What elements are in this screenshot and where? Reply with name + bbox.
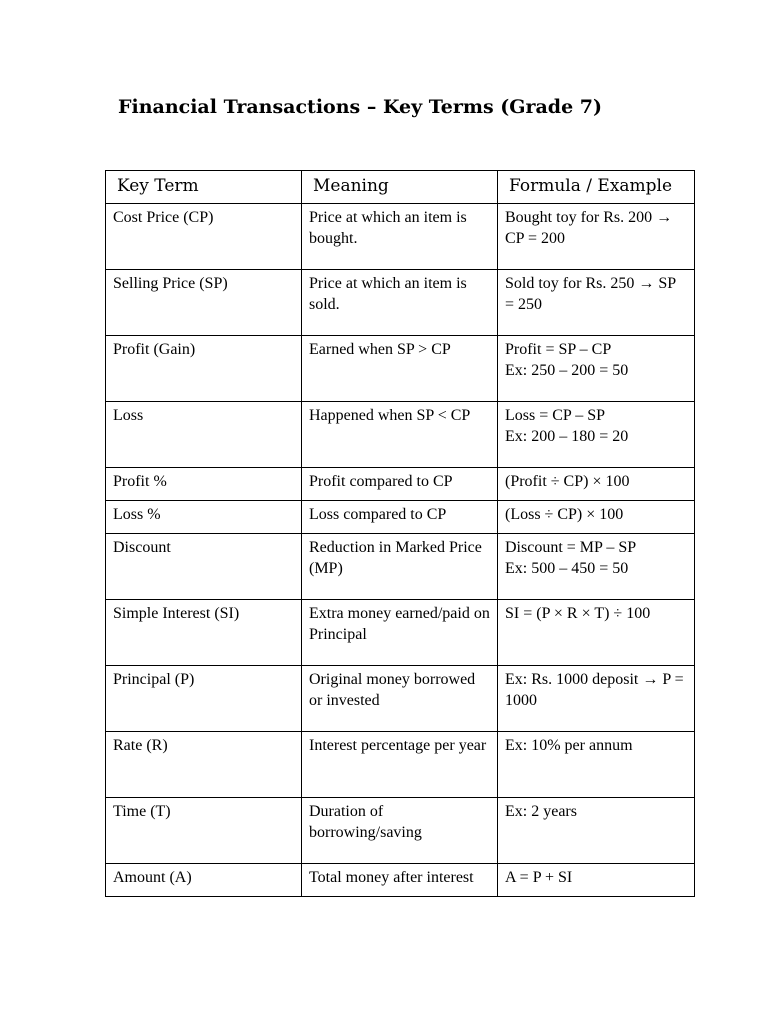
meaning-cell: Total money after interest (302, 864, 498, 897)
formula-cell: Bought toy for Rs. 200 → CP = 200 (498, 204, 695, 270)
key-terms-table (105, 170, 695, 897)
meaning-cell: Price at which an item is sold. (302, 270, 498, 336)
meaning-cell: Duration of borrowing/saving (302, 798, 498, 864)
term-cell: Time (T) (106, 798, 302, 864)
term-cell: Selling Price (SP) (106, 270, 302, 336)
formula-cell: SI = (P × R × T) ÷ 100 (498, 600, 695, 666)
formula-cell: A = P + SI (498, 864, 695, 897)
table-row (106, 864, 695, 897)
formula-cell: Ex: 2 years (498, 798, 695, 864)
column-header-meaning: Meaning (302, 171, 498, 204)
term-cell: Principal (P) (106, 666, 302, 732)
formula-cell: Discount = MP – SP Ex: 500 – 450 = 50 (498, 534, 695, 600)
term-cell: Amount (A) (106, 864, 302, 897)
formula-cell: Ex: 10% per annum (498, 732, 695, 798)
table-row (106, 666, 695, 732)
meaning-cell: Original money borrowed or invested (302, 666, 498, 732)
table-header-row (106, 171, 695, 204)
table-row (106, 204, 695, 270)
meaning-cell: Profit compared to CP (302, 468, 498, 501)
formula-cell: Loss = CP – SP Ex: 200 – 180 = 20 (498, 402, 695, 468)
term-cell: Cost Price (CP) (106, 204, 302, 270)
table-row (106, 270, 695, 336)
term-cell: Loss % (106, 501, 302, 534)
meaning-cell: Reduction in Marked Price (MP) (302, 534, 498, 600)
term-cell: Simple Interest (SI) (106, 600, 302, 666)
table-row (106, 501, 695, 534)
meaning-cell: Earned when SP > CP (302, 336, 498, 402)
meaning-cell: Interest percentage per year (302, 732, 498, 798)
formula-cell: (Loss ÷ CP) × 100 (498, 501, 695, 534)
page-title: Financial Transactions – Key Terms (Grade 7) (118, 96, 602, 118)
table-row (106, 336, 695, 402)
meaning-cell: Price at which an item is bought. (302, 204, 498, 270)
formula-cell: Ex: Rs. 1000 deposit → P = 1000 (498, 666, 695, 732)
meaning-cell: Extra money earned/paid on Principal (302, 600, 498, 666)
term-cell: Rate (R) (106, 732, 302, 798)
formula-cell: Sold toy for Rs. 250 → SP = 250 (498, 270, 695, 336)
formula-cell: (Profit ÷ CP) × 100 (498, 468, 695, 501)
table-row (106, 732, 695, 798)
term-cell: Loss (106, 402, 302, 468)
term-cell: Discount (106, 534, 302, 600)
meaning-cell: Happened when SP < CP (302, 402, 498, 468)
term-cell: Profit (Gain) (106, 336, 302, 402)
column-header-key-term: Key Term (106, 171, 302, 204)
column-header-formula-example: Formula / Example (498, 171, 695, 204)
table-row (106, 468, 695, 501)
formula-cell: Profit = SP – CP Ex: 250 – 200 = 50 (498, 336, 695, 402)
table-row (106, 534, 695, 600)
table-row (106, 798, 695, 864)
meaning-cell: Loss compared to CP (302, 501, 498, 534)
table-row (106, 402, 695, 468)
term-cell: Profit % (106, 468, 302, 501)
table-row (106, 600, 695, 666)
